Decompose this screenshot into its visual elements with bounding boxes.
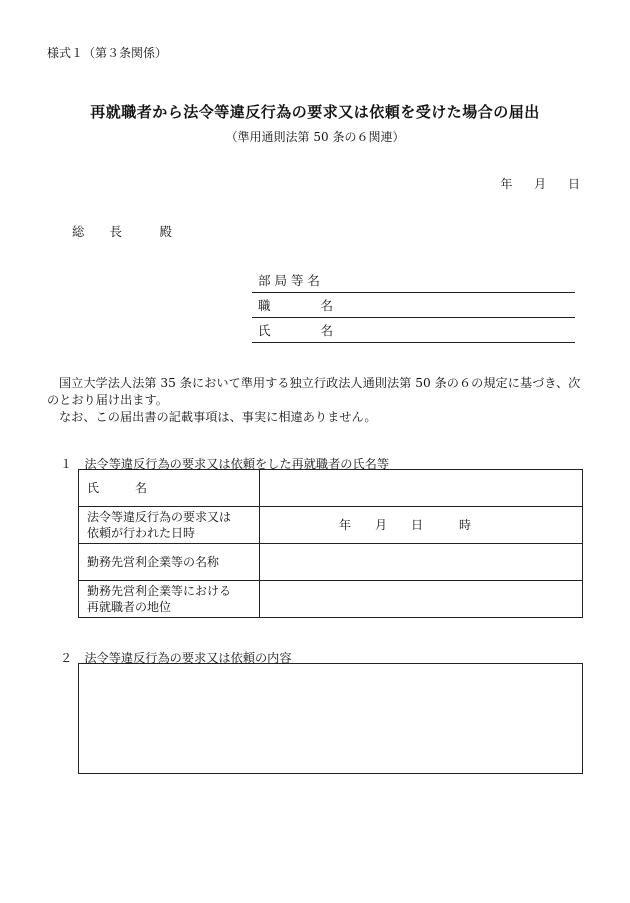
position-field[interactable]: [252, 295, 575, 318]
section-1-heading: １ 法令等違反行為の要求又は依頼をした再就職者の氏名等: [60, 457, 390, 471]
declaration-text: [47, 375, 587, 426]
section-2-heading: ２ 法令等違反行為の要求又は依頼の内容: [60, 651, 292, 665]
table-value-company[interactable]: [260, 544, 583, 581]
table-label-datetime: 法令等違反行為の要求又は 依頼が行われた日時: [79, 507, 260, 544]
table-label-company: 勤務先営利企業等の名称: [79, 544, 260, 581]
name-field[interactable]: [252, 320, 575, 343]
table-row: [79, 581, 583, 618]
name-label: 氏 名: [258, 323, 334, 338]
table-row: [79, 507, 583, 544]
department-field[interactable]: [252, 270, 575, 293]
form-title: 再就職者から法令等違反行為の要求又は依頼を受けた場合の届出: [90, 103, 540, 121]
form-subtitle: （準用通則法第 50 条の６関連）: [225, 130, 405, 144]
declaration-paragraph-2: なお、この届出書の記載事項は、事実に相違ありません。: [59, 410, 377, 424]
table-label-position: 勤務先営利企業等における 再就職者の地位: [79, 581, 260, 618]
table-row: [79, 544, 583, 581]
reemployed-person-table: [78, 469, 583, 618]
declaration-paragraph-1: 国立大学法人法第 35 条において準用する独立行政法人通則法第 50 条の６の規定に基づき、次のとおり届け出ます。: [47, 376, 581, 407]
department-label: 部 局 等 名: [258, 273, 320, 288]
request-content-box[interactable]: [78, 663, 583, 774]
form-number: 様式１（第３条関係）: [47, 46, 168, 60]
position-label: 職 名: [258, 298, 334, 313]
table-value-datetime[interactable]: 年 月 日 時: [260, 507, 583, 544]
table-value-name[interactable]: [260, 470, 583, 507]
addressee: 総 長 殿: [72, 224, 173, 239]
table-row: [79, 470, 583, 507]
table-value-position[interactable]: [260, 581, 583, 618]
table-label-name: 氏 名: [79, 470, 260, 507]
date-line: 年 月 日: [500, 177, 580, 191]
